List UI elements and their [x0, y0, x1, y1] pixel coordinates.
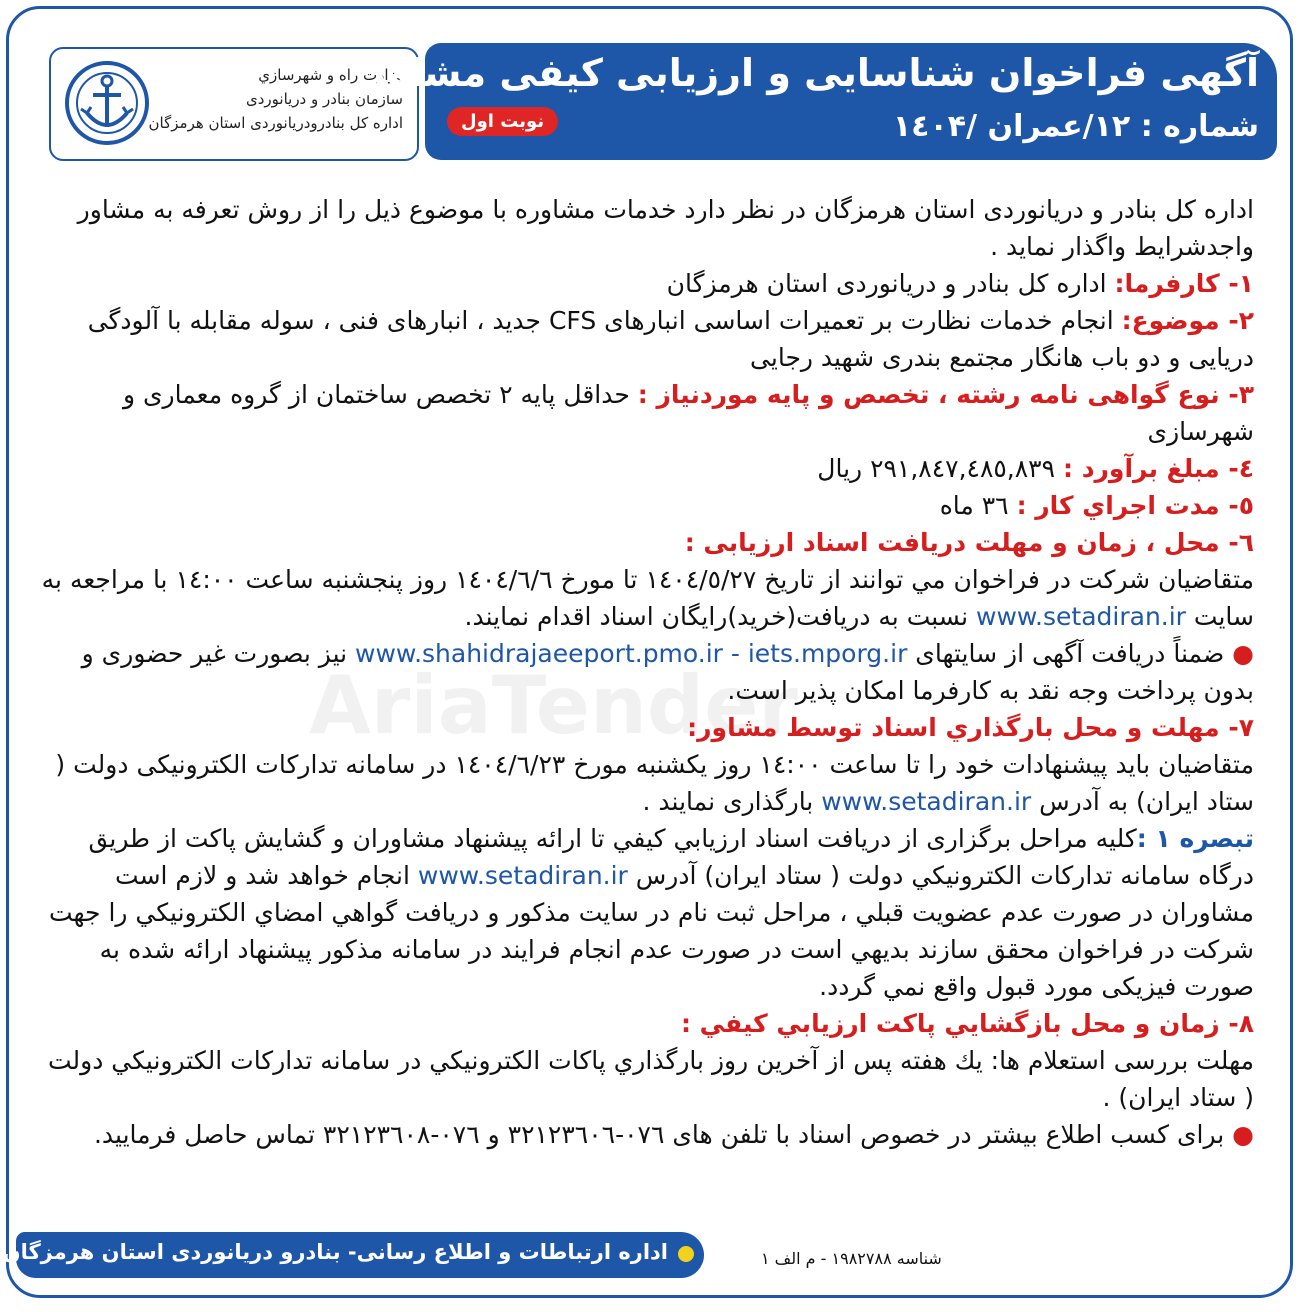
section-upload	[39, 746, 1254, 820]
round-badge: نوبت اول	[447, 107, 558, 136]
setadiran-link[interactable]: www.setadiran.ir	[417, 861, 628, 890]
notice-body	[39, 191, 1254, 1221]
notice-number: شماره : ١٢/عمران /١٤٠۴	[892, 109, 1259, 144]
bullet-dot-icon	[678, 1246, 694, 1262]
note-text: انجام خواهد شد و لازم است مشاوران در صورت عدم عضويت قبلي ، مراحل ثبت نام در سايت مذكور و دريافت گواهي امضاي الكترونيكي را جهت شركت در فراخوان محقق سازند بديهي است در صورت عدم انجام فرايند در سامانه مذكور پیشنهاد ارائه شده به صورت فیزیکی مورد قبول واقع نمي گردد.	[48, 861, 1254, 1001]
section-label: ٦- محل ، زمان و مهلت دریافت اسناد ارزیابی :	[684, 528, 1254, 557]
bullet-text: نیز بصورت غیر حضوری و بدون پرداخت وجه نقد به کارفرما امکان پذیر است.	[81, 639, 1254, 705]
section-text: متقاضیان باید پیشنهادات خود را تا ساعت ١٤:٠٠ روز یکشنبه مورخ ١٤٠٤/٦/٢٣ در سامانه تدارکات الکترونیکی دولت ( ستاد ایران) به آدرس	[55, 750, 1254, 816]
setadiran-link[interactable]: www.setadiran.ir	[821, 787, 1032, 816]
anchor-emblem-icon	[61, 57, 153, 149]
setadiran-link[interactable]: www.setadiran.ir	[976, 602, 1186, 631]
section-duration	[39, 487, 1254, 524]
section-text: متقاضیان شرکت در فراخوان مي توانند از تاریخ ١٤٠٤/٥/٢٧ تا مورخ ١٤٠٤/٦/٦ روز پنجشنبه ساعت ١٤:٠٠ با مراجعه به سایت	[41, 565, 1254, 631]
watermark: AriaTender	[309, 659, 798, 752]
section-label: ٢- موضوع:	[1121, 306, 1254, 335]
section-text: انجام خدمات نظارت بر تعمیرات اساسی انبارهای CFS جدید ، انبارهای فنی ، سوله مقابله با آلودگی دریایی و دو باب هانگار مجتمع بندری شهید رجایی	[87, 306, 1254, 372]
section-documents	[39, 561, 1254, 635]
section-text: حداقل پایه ٢ تخصص ساختمان از گروه معماری و شهرسازی	[122, 380, 1254, 446]
bullet-contact	[39, 1116, 1254, 1153]
footer-banner	[2, 1232, 704, 1278]
note-label: تبصره ١ :	[1136, 824, 1254, 853]
section-text: نسبت به دریافت(خرید)رایگان اسناد اقدام نمایند.	[464, 602, 977, 631]
section-text: اداره کل بنادر و دریانوردی استان هرمزگان	[666, 269, 1115, 298]
bullet-dot-icon: ●	[1232, 1120, 1254, 1149]
notice-identifier: شناسه ١٩٨٢٧٨٨ - م الف ١	[761, 1249, 942, 1268]
notice-title: آگهی فراخوان شناسایی و ارزیابی کیفی مشاور	[364, 51, 1259, 95]
footer-text: اداره ارتباطات و اطلاع رسانی- بنادرو دریانوردی استان هرمزگان	[2, 1240, 668, 1264]
section-employer	[39, 265, 1254, 302]
ports-organization-name: سازمان بنادر و دريانوردی	[245, 90, 403, 108]
section-subject	[39, 302, 1254, 376]
title-banner	[364, 43, 1277, 160]
provincial-office-name: اداره کل بنادرودریانوردی استان هرمزگان	[148, 114, 403, 132]
section-text: ٣٦ ماه	[939, 491, 1017, 520]
section-documents-heading	[39, 524, 1254, 561]
section-label: ٣- نوع گواهی نامه رشته ، تخصص و پایه موردنیاز :	[637, 380, 1254, 409]
section-text: ٢٩١,٨٤٧,٤٨٥,٨٣٩ ریال	[817, 454, 1063, 483]
bullet-websites	[39, 635, 1254, 709]
section-estimate	[39, 450, 1254, 487]
section-label: ٧- مهلت و محل بارگذاري اسناد توسط مشاور:	[687, 713, 1254, 742]
section-label: ١- کارفرما:	[1114, 269, 1254, 298]
section-label: ٤- مبلغ برآورد :	[1063, 454, 1254, 483]
port-websites-link[interactable]: www.shahidrajaeeport.pmo.ir - iets.mporg.ir	[355, 639, 908, 668]
section-label: ٥- مدت اجراي كار :	[1016, 491, 1254, 520]
bullet-text: برای کسب اطلاع بیشتر در خصوص اسناد با تلفن های ٠٧٦-٣٢١٢٣٦٠٦ و ٠٧٦-٣٢١٢٣٦٠٨ تماس حاصل فرمایید.	[93, 1120, 1233, 1149]
bullet-dot-icon: ●	[1232, 639, 1254, 668]
section-certificate	[39, 376, 1254, 450]
intro-paragraph: اداره کل بنادر و دریانوردی استان هرمزگان در نظر دارد خدمات مشاوره با موضوع ذیل را از روش تعرفه به مشاور واجدشرایط واگذار نماید .	[77, 195, 1254, 261]
ministry-name: وزارت راه و شهرسازي	[258, 66, 403, 84]
note-paragraph	[39, 820, 1254, 1005]
note-text: كليه مراحل برگزاری از دریافت اسناد ارزيابي كيفي تا ارائه پيشنهاد مشاوران و گشايش پاكت از طريق درگاه سامانه تداركات الكترونيكي دولت ( ستاد ايران) آدرس	[88, 824, 1254, 890]
section-upload-heading	[39, 709, 1254, 746]
section-opening: مهلت بررسی استعلام ها: يك هفته پس از آخرين روز بارگذاري پاكات الكترونيكي در سامانه تداركات الكترونيكي دولت ( ستاد ایران) .	[47, 1046, 1254, 1112]
section-text: بارگذاری نمایند .	[642, 787, 822, 816]
section-opening-heading	[39, 1005, 1254, 1042]
bullet-text: ضمناً دریافت آگهی از سایتهای	[907, 639, 1233, 668]
section-label: ٨- زمان و محل بازگشايي پاكت ارزيابي كيفي :	[680, 1009, 1254, 1038]
notice-frame	[6, 6, 1293, 1298]
